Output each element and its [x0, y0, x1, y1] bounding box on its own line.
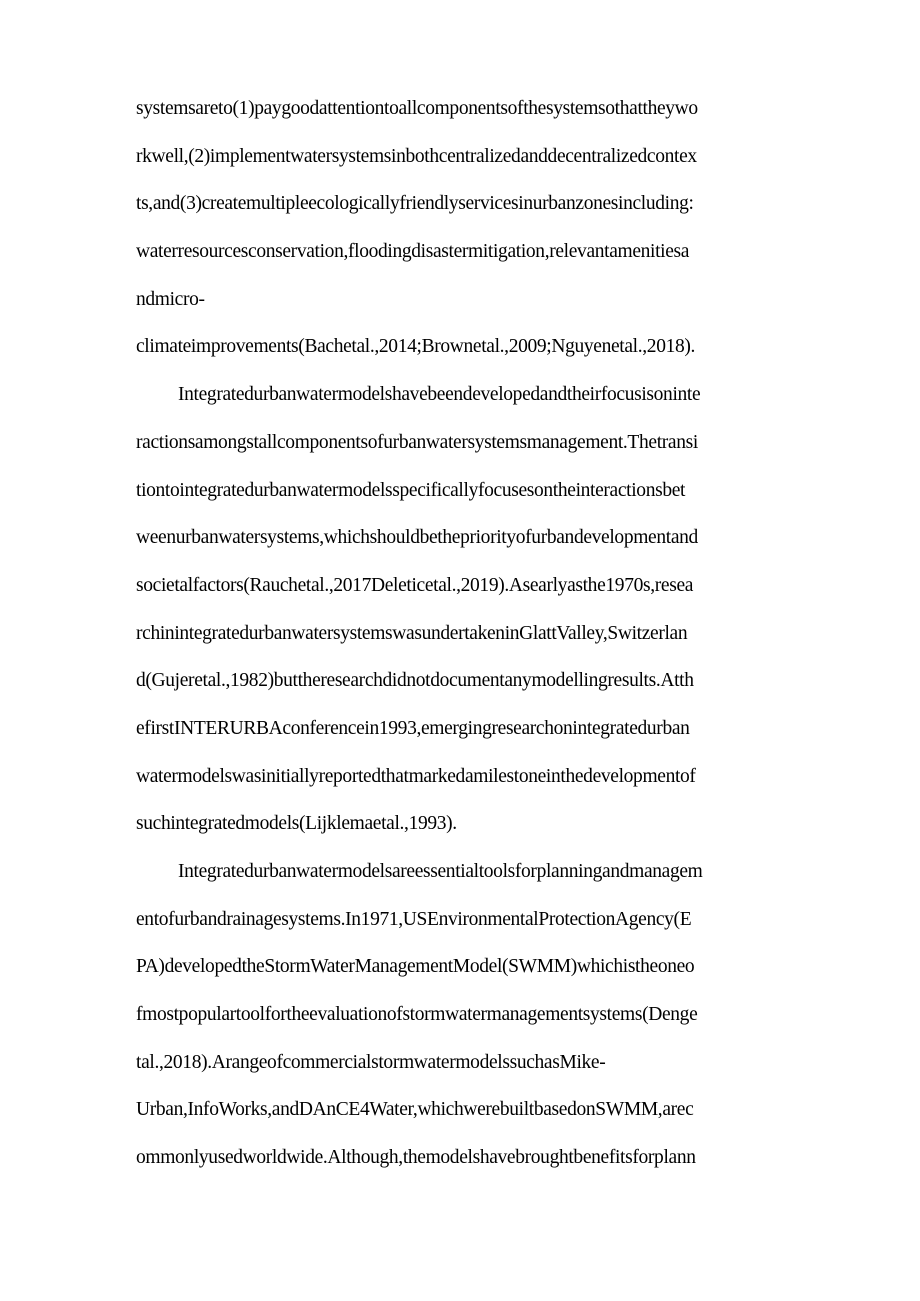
text-line: Integratedurbanwatermodelsareessentialtoolsforplanningandmanagem	[178, 861, 703, 882]
text-line: ractionsamongstallcomponentsofurbanwatersystemsmanagement.Thetransi	[136, 431, 698, 453]
text-line: rkwell,(2)implementwatersystemsinbothcentralizedanddecentralizedcontex	[136, 145, 697, 167]
text-line: d(Gujeretal.,1982)buttheresearchdidnotdocumentanymodellingresults.Atth	[136, 670, 694, 692]
text-line: suchintegratedmodels(Lijklemaetal.,1993).	[136, 813, 457, 835]
text-line: tiontointegratedurbanwatermodelsspecificallyfocusesontheinteractionsbet	[136, 479, 686, 501]
text-line: ts,and(3)createmultipleecologicallyfriendlyservicesinurbanzonesincluding:	[136, 193, 694, 215]
text-line: fmostpopulartoolfortheevaluationofstormwatermanagementsystems(Denge	[136, 1004, 698, 1026]
body-text	[136, 85, 788, 1182]
text-line: tal.,2018).ArangeofcommercialstormwatermodelssuchasMike-	[136, 1051, 606, 1073]
text-line: Integratedurbanwatermodelshavebeendevelopedandtheirfocusisoninte	[178, 384, 701, 406]
text-line: weenurbanwatersystems,whichshouldbethepriorityofurbandevelopmentand	[136, 527, 698, 549]
text-line: rchinintegratedurbanwatersystemswasundertakeninGlattValley,Switzerlan	[136, 622, 688, 644]
text-line: societalfactors(Rauchetal.,2017Deleticetal.,2019).Asearlyasthe1970s,resea	[136, 574, 694, 596]
text-line: Urban,InfoWorks,andDAnCE4Water,whichwerebuiltbasedonSWMM,arec	[136, 1099, 694, 1121]
text-line: ommonlyusedworldwide.Although,themodelshavebroughtbenefitsforplann	[136, 1147, 696, 1169]
text-line: watermodelswasinitiallyreportedthatmarkedamilestoneinthedevelopmentof	[136, 765, 696, 787]
text-line: ndmicro-	[136, 288, 205, 310]
text-line: entofurbandrainagesystems.In1971,USEnvironmentalProtectionAgency(E	[136, 908, 692, 930]
text-line: PA)developedtheStormWaterManagementModel(SWMM)whichistheoneo	[136, 956, 695, 978]
text-line: waterresourcesconservation,floodingdisastermitigation,relevantamenitiesa	[136, 241, 690, 263]
text-line: climateimprovements(Bachetal.,2014;Brownetal.,2009;Nguyenetal.,2018).	[136, 336, 696, 358]
text-line: systemsareto(1)paygoodattentiontoallcomponentsofthesystemsothattheywo	[136, 98, 698, 119]
text-line: efirstINTERURBAconferencein1993,emergingresearchonintegratedurban	[136, 717, 690, 739]
